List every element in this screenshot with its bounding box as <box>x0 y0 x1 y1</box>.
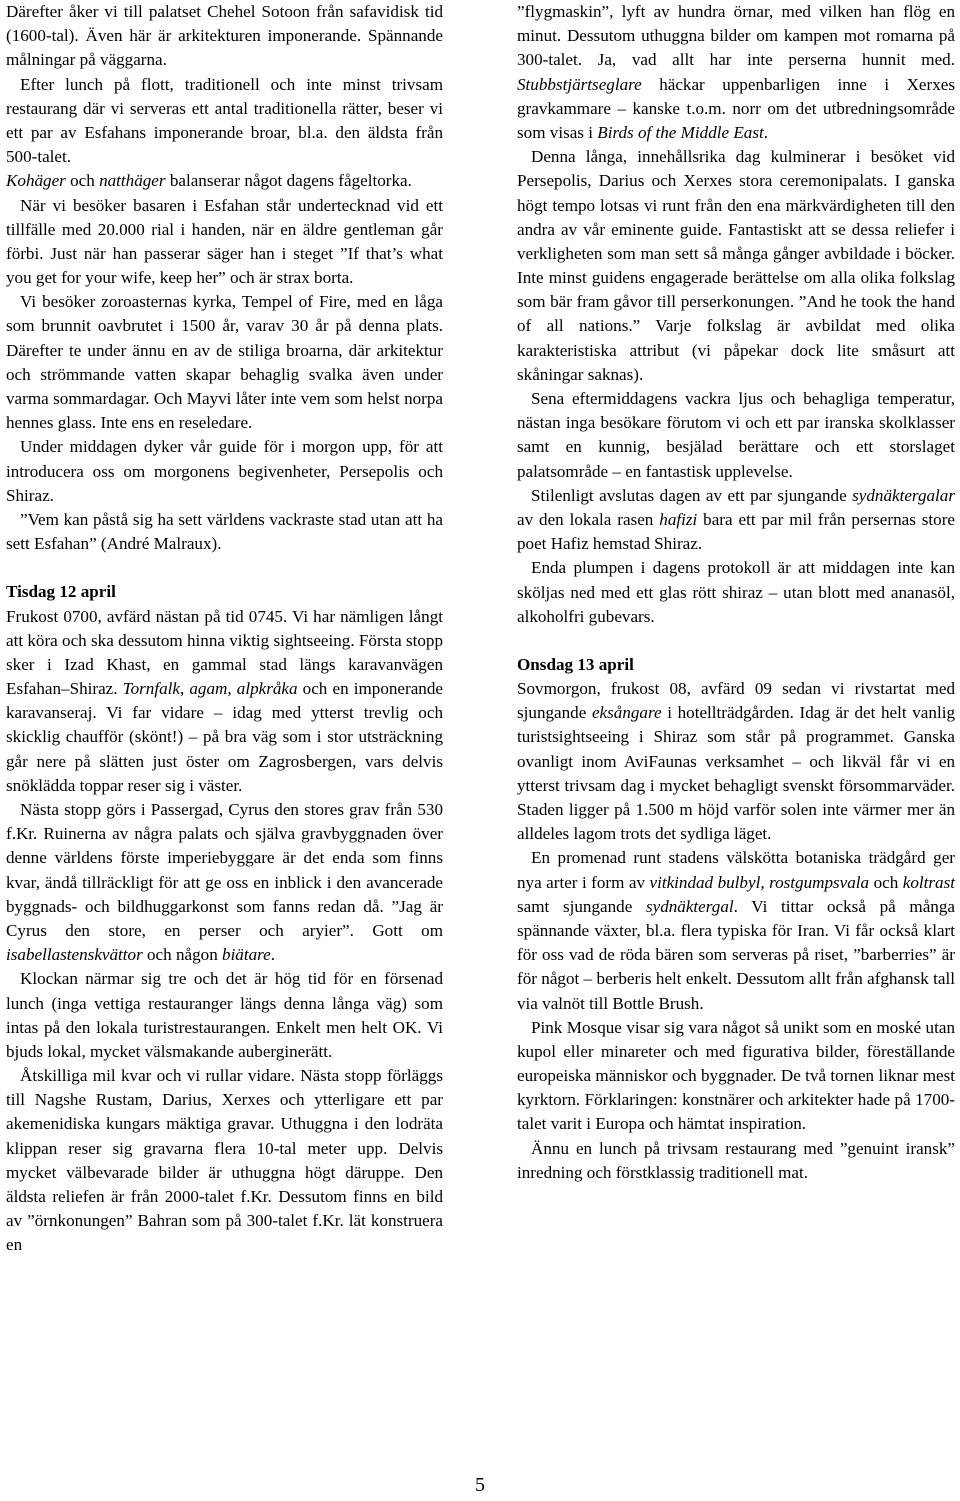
paragraph <box>517 846 955 1015</box>
paragraph: Klockan närmar sig tre och det är hög tid för en försenad lunch (inga vettiga restauranger längs denna långa väg) som intas på den lokala turistrestaurangen. Enkelt men helt OK. Vi bjuds lokal, mycket välsmakande auberginerätt. <box>6 969 443 1061</box>
day-heading: Onsdag 13 april <box>517 654 634 674</box>
paragraph <box>6 169 443 193</box>
bird-name: Tornfalk, agam, alpkråka <box>122 679 298 699</box>
right-column <box>517 0 955 1185</box>
paragraph: Sena eftermiddagens vackra ljus och behagliga temperatur, nästan inga besökare förutom vi och ett par iranska skolklasser samt en kunnig, besjälad berättare och ett storslaget palatsområde – en fantastisk upplevelse. <box>517 389 955 481</box>
paragraph <box>517 677 955 846</box>
bird-name: Stubbstjärtseglare <box>517 74 642 94</box>
paragraph: Denna långa, innehållsrika dag kulminerar i besöket vid Persepolis, Darius och Xerxes stora ceremonipalats. I ganska högt tempo lotsas vi runt från den ena märkvärdigheten till den andra av vår eminente guide. Fantastiskt att se dessa reliefer i verkligheten som man sett så många gånger avbildade i böcker. Inte minst guidens engagerade berättelse om alla olika folkslag som bär fram gåvor till perserkonungen. ”And he took the hand of all nations.” Varje folkslag är avbildat med olika karakteristiska attribut (vi påpekar dock lite småsurt att skåningar saknas). <box>517 147 955 384</box>
text-run: och <box>65 171 100 191</box>
paragraph: Vi besöker zoroasternas kyrka, Tempel of Fire, med en låga som brunnit oavbrutet i 1500 år, varav 30 år på denna plats. Därefter te under ännu en av de stiliga broarna, där arkitektur och strömmande vatten skapar behaglig svalka även under varma sommardagar. Och Mayvi låter inte vem som helst norpa hennes glass. Inte ens en reseledare. <box>6 292 443 433</box>
text-run: . <box>270 945 276 965</box>
bird-name: sydnäktergal <box>645 896 734 916</box>
text-run: häckar uppenbarligen inne i Xerxes gravkammare – kanske t.o.m. norr om det utbredningsområde som visas i <box>517 74 955 142</box>
paragraph: Under middagen dyker vår guide för i morgon upp, för att introducera oss om morgonens begivenheter, Persepolis och Shiraz. <box>6 437 443 505</box>
paragraph: ”Vem kan påstå sig ha sett världens vackraste stad utan att ha sett Esfahan” (André Malraux). <box>6 509 443 554</box>
day-heading: Tisdag 12 april <box>6 582 116 602</box>
bird-name: vitkindad bulbyl, rostgumpsvala <box>649 872 870 892</box>
left-column <box>6 0 443 1258</box>
bird-name: isabellastenskvättor <box>6 945 143 965</box>
text-run: bara ett par mil från persernas store poet Hafiz hemstad Shiraz. <box>517 509 955 554</box>
paragraph: Enda plumpen i dagens protokoll är att middagen inte kan sköljas ned med ett glas rött shiraz – utan blott med ananasöl, alkoholfri gubevars. <box>517 558 955 626</box>
text-run: Frukost 0700, avfärd nästan på tid 0745. Vi har nämligen långt att köra och ska dessutom hinna viktig sightseeing. Första stopp sker i Izad Khast, en gammal stad längs karavanvägen Esfahan–Shiraz. <box>6 606 443 699</box>
text-run: av den lokala rasen <box>517 509 660 529</box>
paragraph <box>517 484 955 557</box>
book-title: Birds of the Middle East <box>597 122 764 142</box>
page-number: 5 <box>475 1474 485 1496</box>
text-run: i hotellträdgården. Idag är det helt vanlig turistsightseeing i Shiraz som står på programmet. Ganska ovanligt inom AviFaunas verksamhet – och likväl får vi en ytterst trivsam dag i mycket behagligt svenskt försommarväder. Staden ligger på 1.500 m höjd varför solen inte värmer mer än alldeles lagom trots det sydliga läget. <box>517 703 955 844</box>
text-run: Stilenligt avslutas dagen av ett par sjungande <box>531 485 853 505</box>
text-run: En promenad runt stadens välskötta botaniska trädgård ger nya arter i form av <box>517 848 955 892</box>
text-run: och en imponerande karavanseraj. Vi far vidare – idag med ytterst trevlig och skicklig chaufför (skönt!) – på bra väg som i stor utsträckning går nere på slätten just öster om Zagrosbergen, vars delvis snöklädda toppar reser sig i väster. <box>6 679 443 795</box>
text-run: Nästa stopp görs i Passergad, Cyrus den stores grav från 530 f.Kr. Ruinerna av några palats och själva gravbyggnaden över denne världens förste imperiebyggare är det enda som finns kvar, ändå tillräckligt för att ge oss en inblick i den avancerade byggnads- och bildhuggarkonst som fanns redan då. ”Jag är Cyrus den store, en perser och aryier”. Gott om <box>6 800 443 940</box>
text-run: och någon <box>142 945 223 965</box>
text-run: . <box>763 122 769 142</box>
paragraph: Åtskilliga mil kvar och vi rullar vidare. Nästa stopp förläggs till Nagshe Rustam, Darius, Xerxes och ytterligare ett par akemenidiska kungars mäktiga gravar. Uthuggna i den lodräta klippan reser sig gravarna flera 10-tal meter upp. Delvis mycket välbevarade bilder är uthuggna högt däruppe. Den äldsta reliefen är från 2000-talet f.Kr. Dessutom finns en bild av ”örnkonungen” Bahran som på 300-talet f.Kr. lät konstruera en <box>6 1066 443 1255</box>
bird-name: biätare <box>222 945 271 965</box>
text-run: samt sjungande <box>517 896 646 916</box>
bird-name: natthäger <box>99 171 166 191</box>
paragraph: När vi besöker basaren i Esfahan står undertecknad vid ett tillfälle med 20.000 rial i handen, när en äldre gentleman går förbi. Just när han passerar säger han i steget ”If that’s what you get for your wife, keep her” och är strax borta. <box>6 195 443 288</box>
paragraph <box>6 605 443 799</box>
paragraph: Därefter åker vi till palatset Chehel Sotoon från safavidisk tid (1600-tal). Även här är arkitekturen imponerande. Spännande målningar på väggarna. <box>6 2 443 70</box>
text-run: ”flygmaskin”, lyft av hundra örnar, med vilken han flög en minut. Dessutom uthuggna bilder om kampen mot romarna på 300-talet. Ja, vad allt har inte perserna hunnit med. <box>517 2 955 70</box>
bird-name: sydnäktergalar <box>852 485 955 505</box>
text-run: . Vi tittar också på många spännande växter, bl.a. flera typiska för Iran. Vi får också klart för oss vad de röda bären som serveras på riset, ”barberries” är för något – berberis helt enkelt. Dessutom allt från afghansk tall via valnöt till Bottle Brush. <box>517 896 955 1013</box>
paragraph: Efter lunch på flott, traditionell och inte minst trivsam restaurang där vi serveras ett antal traditionella rätter, beser vi ett par av Esfahans imponerande broar, bl.a. den äldsta från 500-talet. <box>6 74 443 167</box>
paragraph: Ännu en lunch på trivsam restaurang med ”genuint iransk” inredning och förstklassig traditionell mat. <box>517 1138 955 1182</box>
bird-name: koltrast <box>902 872 955 892</box>
paragraph: Pink Mosque visar sig vara något så unikt som en moské utan kupol eller minareter och med figurativa bilder, föreställande europeiska människor och byggnader. De två tornen liknar mest kyrktorn. Förklaringen: konstnärer och arkitekter hade på 1700-talet varit i Europa och hämtat inspiration. <box>517 1017 955 1134</box>
paragraph <box>6 798 443 967</box>
bird-name: Kohäger <box>6 171 66 191</box>
bird-name: eksångare <box>591 703 662 723</box>
text-run: Sovmorgon, frukost 08, avfärd 09 sedan vi rivstartat med sjungande <box>517 679 955 723</box>
paragraph <box>517 0 955 145</box>
text-run: och <box>869 872 903 892</box>
text-run: balanserar något dagens fågeltorka. <box>165 171 412 191</box>
bird-name: hafizi <box>659 509 698 529</box>
